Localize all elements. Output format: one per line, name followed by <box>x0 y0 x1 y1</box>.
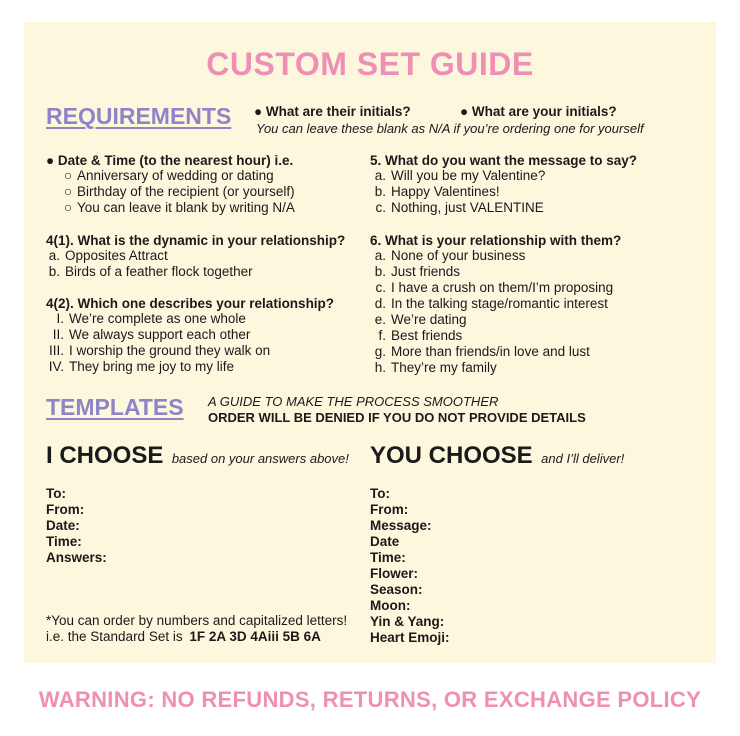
standard-set-code: 1F 2A 3D 4Aiii 5B 6A <box>189 629 321 644</box>
question-5-section <box>370 153 637 216</box>
list-item: ○ Birthday of the recipient (or yourself) <box>63 184 295 199</box>
templates-heading: TEMPLATES <box>46 394 184 420</box>
field-label: Heart Emoji: <box>370 630 450 645</box>
field-label: Date: <box>46 518 80 533</box>
list-item: a. Opposites Attract <box>48 248 168 263</box>
i-choose-fields <box>46 486 107 566</box>
field-label: Answers: <box>46 550 107 565</box>
list-item: ○ You can leave it blank by writing N/A <box>63 200 295 215</box>
question-4-1-section <box>46 233 345 280</box>
initials-note: You can leave these blank as N/A if you’re ordering one for yourself <box>256 121 644 136</box>
field-label: From: <box>46 502 85 517</box>
field-label: To: <box>46 486 66 501</box>
i-choose-subtitle: based on your answers above! <box>171 451 349 466</box>
question-4-2-section <box>46 296 334 375</box>
list-item: a. None of your business <box>374 248 526 263</box>
question-6: 6. What is your relationship with them? <box>370 233 622 248</box>
list-item: b. Birds of a feather flock together <box>48 264 253 279</box>
requirements-heading: REQUIREMENTS <box>46 103 232 129</box>
list-item: a. Will you be my Valentine? <box>374 168 546 183</box>
field-label: Date <box>370 534 400 549</box>
list-item: g. More than friends/in love and lust <box>374 344 590 359</box>
field-label: Yin & Yang: <box>370 614 445 629</box>
footer-warning: WARNING: NO REFUNDS, RETURNS, OR EXCHANGE POLICY <box>38 687 702 712</box>
field-label: From: <box>370 502 409 517</box>
templates-warning-line: ORDER WILL BE DENIED IF YOU DO NOT PROVIDE DETAILS <box>208 410 586 425</box>
list-item: b. Just friends <box>374 264 461 279</box>
list-item: b. Happy Valentines! <box>374 184 500 199</box>
list-item: h. They’re my family <box>374 360 497 375</box>
list-item: f. Best friends <box>378 328 463 343</box>
you-choose-fields <box>370 486 450 646</box>
list-item: II. We always support each other <box>52 327 251 342</box>
question-4-1: 4(1). What is the dynamic in your relationship? <box>46 233 346 248</box>
field-label: Season: <box>370 582 423 597</box>
you-choose-title: YOU CHOOSE <box>370 442 533 469</box>
order-note-line1: *You can order by numbers and capitalized letters! <box>46 613 348 628</box>
you-choose-subtitle: and I’ll deliver! <box>541 451 625 466</box>
i-choose-title: I CHOOSE <box>46 442 164 469</box>
date-time-question: ● Date & Time (to the nearest hour) i.e. <box>46 153 294 168</box>
field-label: Moon: <box>370 598 411 613</box>
field-label: Flower: <box>370 566 419 581</box>
question-5: 5. What do you want the message to say? <box>370 153 638 168</box>
date-time-section <box>46 153 295 216</box>
order-note-line2: i.e. the Standard Set is 1F 2A 3D 4Aiii 5B 6A <box>46 629 321 644</box>
page-title: CUSTOM SET GUIDE <box>206 46 534 82</box>
field-label: Time: <box>46 534 82 549</box>
field-label: Time: <box>370 550 406 565</box>
initials-yours-question: ● What are your initials? <box>460 104 617 119</box>
list-item: d. In the talking stage/romantic interest <box>374 296 608 311</box>
i-choose-header <box>46 442 349 470</box>
list-item: c. Nothing, just VALENTINE <box>375 200 544 215</box>
question-6-section <box>370 233 621 376</box>
list-item: I. We’re complete as one whole <box>56 311 246 326</box>
list-item: IV. They bring me joy to my life <box>48 359 235 374</box>
you-choose-header <box>370 442 624 470</box>
list-item: e. We’re dating <box>374 312 467 327</box>
list-item: III. I worship the ground they walk on <box>48 343 271 358</box>
list-item: ○ Anniversary of wedding or dating <box>63 168 274 183</box>
question-4-2: 4(2). Which one describes your relationship? <box>46 296 335 311</box>
field-label: To: <box>370 486 390 501</box>
list-item: c. I have a crush on them/I’m proposing <box>375 280 614 295</box>
templates-subtitle: A GUIDE TO MAKE THE PROCESS SMOOTHER <box>208 394 499 409</box>
initials-theirs-question: ● What are their initials? <box>254 104 411 119</box>
field-label: Message: <box>370 518 432 533</box>
